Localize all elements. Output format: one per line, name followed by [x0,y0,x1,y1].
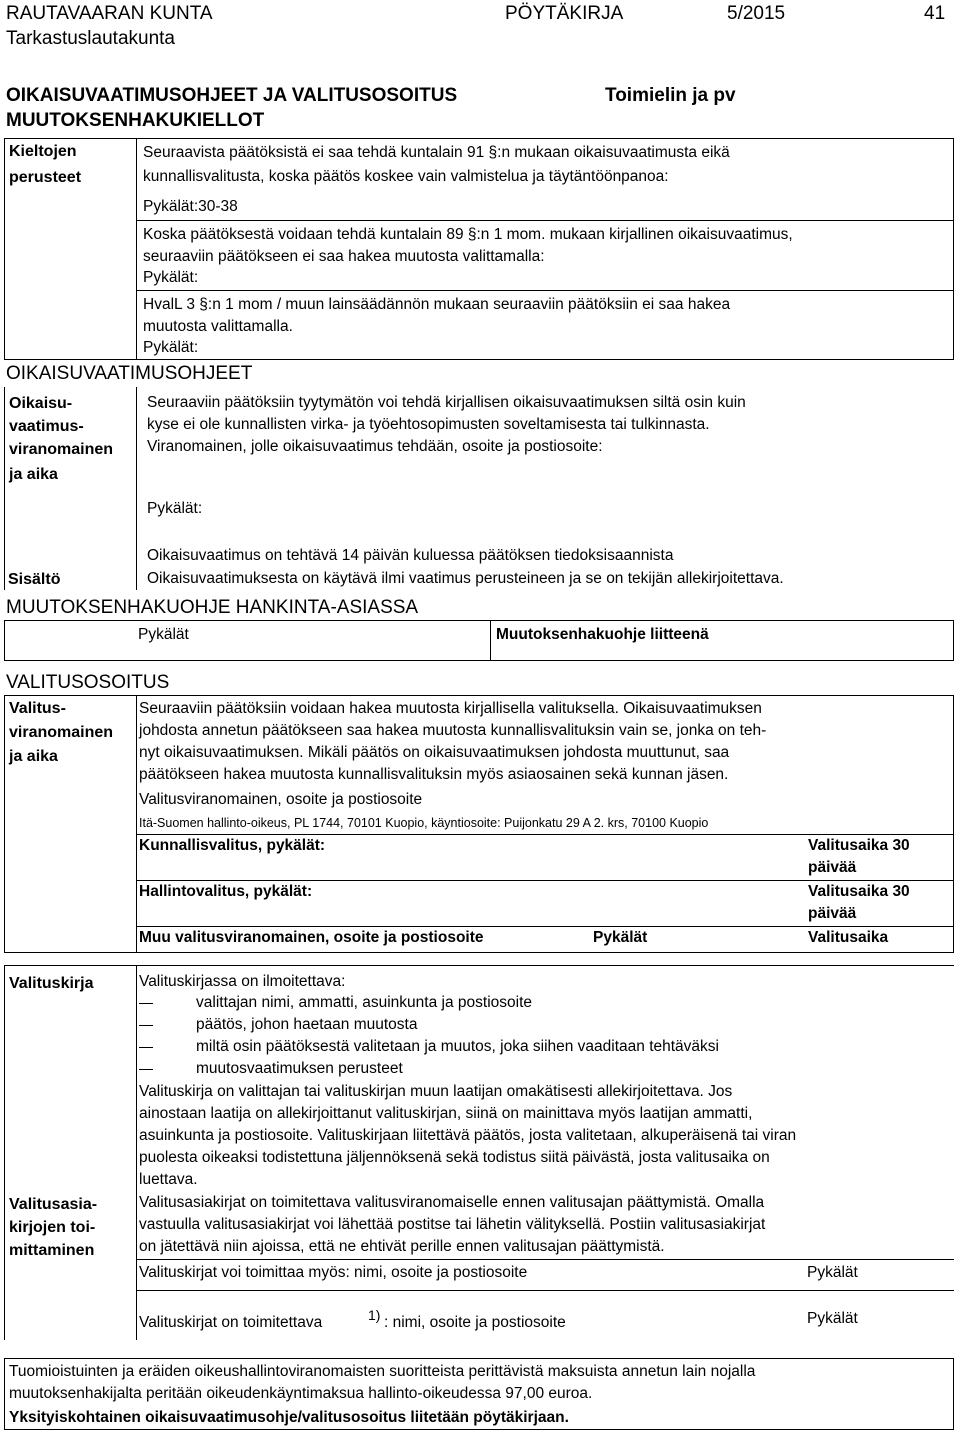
asiakirjat-text-3: on jätettävä niin ajoissa, että ne ehtivät perille ennen valitusajan päättymistä. [139,1238,665,1255]
title-body: Toimielin ja pv [605,85,736,106]
valitus-row-divider-2 [136,880,954,881]
kiellot-pykalat-2: Pykälät: [143,269,199,286]
valituskirja-label: Valituskirja [9,975,94,992]
header-org-unit: Tarkastuslautakunta [6,28,175,49]
asiakirjat-text-4: Valituskirjat voi toimittaa myös: nimi, osoite ja postiosoite [139,1264,528,1281]
oikaisu-text-4: Oikaisuvaatimus on tehtävä 14 päivän kuluessa päätöksen tiedoksisaannista [147,547,674,564]
valitus-text-5: Valitusviranomainen, osoite ja postiosoite [139,791,423,808]
asiakirjat-row-divider [136,1259,954,1260]
oikaisu-text-5: Oikaisuvaatimuksesta on käytävä ilmi vaatimus perusteineen ja se on tekijän allekirjoitettava. [147,570,784,587]
kiellot-divider [136,138,137,360]
kiellot-text-1: Seuraavista päätöksistä ei saa tehdä kuntalain 91 §:n mukaan oikaisuvaatimusta eikä [143,144,730,161]
hankinta-heading: MUUTOKSENHAKUOHJE HANKINTA-ASIASSA [6,597,419,618]
kunnallisvalitus-aika-2: päivää [808,859,857,876]
hankinta-divider [490,620,491,661]
asiakirjat-text-1: Valitusasiakirjat on toimitettava valitusviranomaiselle ennen valitusajan päättymistä. Omalla [139,1194,765,1211]
valitus-address: Itä-Suomen hallinto-oikeus, PL 1744, 70101 Kuopio, käyntiosoite: Puijonkatu 29 A 2. krs, 70100 Kuopio [139,816,709,830]
kunnallisvalitus-aika-1: Valitusaika 30 [808,837,910,854]
asiakirjat-sup: 1) [368,1307,381,1323]
valitus-label-3: ja aika [9,748,58,765]
list-dash-icon [139,1069,153,1070]
header-page-number: 41 [924,3,946,24]
asiakirjat-text-2: vastuulla valitusasiakirjat voi lähettää postitse tai lähetin välityksellä. Postiin valitusasiakirjat [139,1216,766,1233]
valitus-text-1: Seuraaviin päätöksiin voidaan hakea muutosta kirjallisella valituksella. Oikaisuvaatimuksen [139,700,762,717]
kiellot-pykalat-1: Pykälät:30-38 [143,198,238,215]
oikaisu-text-3: Viranomainen, jolle oikaisuvaatimus tehdään, osoite ja postiosoite: [147,438,603,455]
valitus-text-4: päätökseen hakea muutosta kunnallisvalituksin myös asiaosainen sekä kunnan jäsen. [139,766,729,783]
list-dash-icon [139,1047,153,1048]
title-line1: OIKAISUVAATIMUSOHJEET JA VALITUSOSOITUS [6,85,458,106]
valituskirja-text-5: luettava. [139,1171,198,1188]
valituskirja-item-3: miltä osin päätöksestä valitetaan ja muutos, joka siihen vaaditaan tehtäväksi [196,1038,719,1055]
sisalto-label: Sisältö [8,571,61,588]
oikaisu-left-border [4,387,5,590]
footer-text-3: Yksityiskohtainen oikaisuvaatimusohje/valitusosoitus liitetään pöytäkirjaan. [9,1409,569,1426]
valituskirja-item-1: valittajan nimi, ammatti, asuinkunta ja postiosoite [196,994,532,1011]
kunnallisvalitus-label: Kunnallisvalitus, pykälät: [139,837,326,854]
oikaisu-text-2: kyse ei ole kunnallisten virka- ja työehtosopimusten soveltamisesta tai tulkinnasta. [147,416,710,433]
valitus-divider [136,695,137,953]
valitus-label-2: viranomainen [9,724,114,741]
asiakirjat-label-3: mittaminen [9,1242,95,1259]
kiellot-text-5: HvalL 3 §:n 1 mom / muun lainsäädännön mukaan seuraaviin päätöksiin ei saa hakea [143,296,731,313]
hallintovalitus-aika-1: Valitusaika 30 [808,883,910,900]
valituskirja-divider [136,965,137,1340]
header-doc-number: 5/2015 [727,3,786,24]
muu-viranomainen-pykalat: Pykälät [593,929,648,946]
hallintovalitus-label: Hallintovalitus, pykälät: [139,883,313,900]
hallintovalitus-aika-2: päivää [808,905,857,922]
oikaisu-pykalat: Pykälät: [147,500,203,517]
hankinta-liite: Muutoksenhakuohje liitteenä [496,626,709,643]
muu-viranomainen-label: Muu valitusviranomainen, osoite ja postiosoite [139,929,484,946]
oikaisu-label-1: Oikaisu- [9,395,73,412]
asiakirjat-text-5a: Valituskirjat on toimitettava [139,1314,323,1331]
asiakirjat-label-2: kirjojen toi- [9,1219,96,1236]
asiakirjat-text-5b: : nimi, osoite ja postiosoite [384,1314,566,1331]
valituskirja-text-1: Valituskirja on valittajan tai valituskirjan muun laatijan omakätisesti allekirjoitettava. Jos [139,1083,733,1100]
kiellot-text-4: seuraaviin päätökseen ei saa hakea muutosta valittamalla: [143,248,545,265]
footer-text-2: muutoksenhakijalta peritään oikeudenkäyntimaksua hallinto-oikeudessa 97,00 euroa. [9,1385,593,1402]
valitus-heading: VALITUSOSOITUS [6,672,170,693]
valitus-text-3: nyt oikaisuvaatimuksen. Mikäli päätös on oikaisuvaatimuksen johdosta muuttunut, saa [139,744,730,761]
hankinta-pykalat: Pykälät [138,626,189,643]
kiellot-label-2: perusteet [9,169,82,186]
valituskirja-item-4: muutosvaatimuksen perusteet [196,1060,403,1077]
valituskirja-top-border [4,965,954,966]
oikaisu-heading: OIKAISUVAATIMUSOHJEET [6,363,253,384]
kiellot-text-3: Koska päätöksestä voidaan tehdä kuntalain 89 §:n 1 mom. mukaan kirjallinen oikaisuvaatimus, [143,226,793,243]
valitus-label-1: Valitus- [9,700,66,717]
oikaisu-text-1: Seuraaviin päätöksiin tyytymätön voi tehdä kirjallisen oikaisuvaatimuksen siltä osin kuin [147,394,746,411]
muu-viranomainen-aika: Valitusaika [808,929,889,946]
kiellot-pykalat-3: Pykälät: [143,339,199,356]
oikaisu-label-4: ja aika [9,466,58,483]
list-dash-icon [139,1025,153,1026]
header-org: RAUTAVAARAN KUNTA [6,3,213,24]
kiellot-label-1: Kieltojen [9,143,77,160]
asiakirjat-pykalat-1: Pykälät [807,1264,858,1281]
valituskirja-intro: Valituskirjassa on ilmoitettava: [139,973,346,990]
kiellot-row-divider-2 [136,290,954,291]
oikaisu-label-3: viranomainen [9,441,114,458]
valituskirja-text-3: asuinkunta ja postiosoite. Valituskirjaan liitettävä päätös, josta valitetaan, alkuperäisenä tai viran [139,1127,797,1144]
oikaisu-label-2: vaatimus- [9,418,84,435]
valitus-row-divider [136,834,954,835]
valitus-row-divider-3 [136,926,954,927]
valituskirja-item-2: päätös, johon haetaan muutosta [196,1016,418,1033]
valituskirja-text-2: ainostaan laatija on allekirjoittanut valituskirjan, siinä on mainittava myös laatijan ammatti, [139,1105,753,1122]
kiellot-text-6: muutosta valittamalla. [143,318,293,335]
oikaisu-divider [136,387,137,590]
title-line2: MUUTOKSENHAKUKIELLOT [6,110,265,131]
valituskirja-text-4: puolesta oikeaksi todistettuna jäljennöksenä sekä todistus siitä päivästä, josta valitusaika on [139,1149,770,1166]
kiellot-row-divider [136,220,954,221]
footer-text-1: Tuomioistuinten ja eräiden oikeushallintoviranomaisten suoritteista perittävistä maksuista annetun lain nojalla [9,1363,756,1380]
valituskirja-left-border [4,965,5,1340]
asiakirjat-label-1: Valitusasia- [9,1196,98,1213]
asiakirjat-row-divider-2 [136,1290,954,1291]
kiellot-text-2: kunnallisvalitusta, koska päätös koskee vain valmistelua ja täytäntöönpanoa: [143,168,669,185]
list-dash-icon [139,1003,153,1004]
header-doc-type: PÖYTÄKIRJA [505,3,624,24]
valitus-text-2: johdosta annetun päätökseen saa hakea muutosta kunnallisvalituksin vain se, jonka on teh- [139,722,767,739]
asiakirjat-pykalat-2: Pykälät [807,1310,858,1327]
